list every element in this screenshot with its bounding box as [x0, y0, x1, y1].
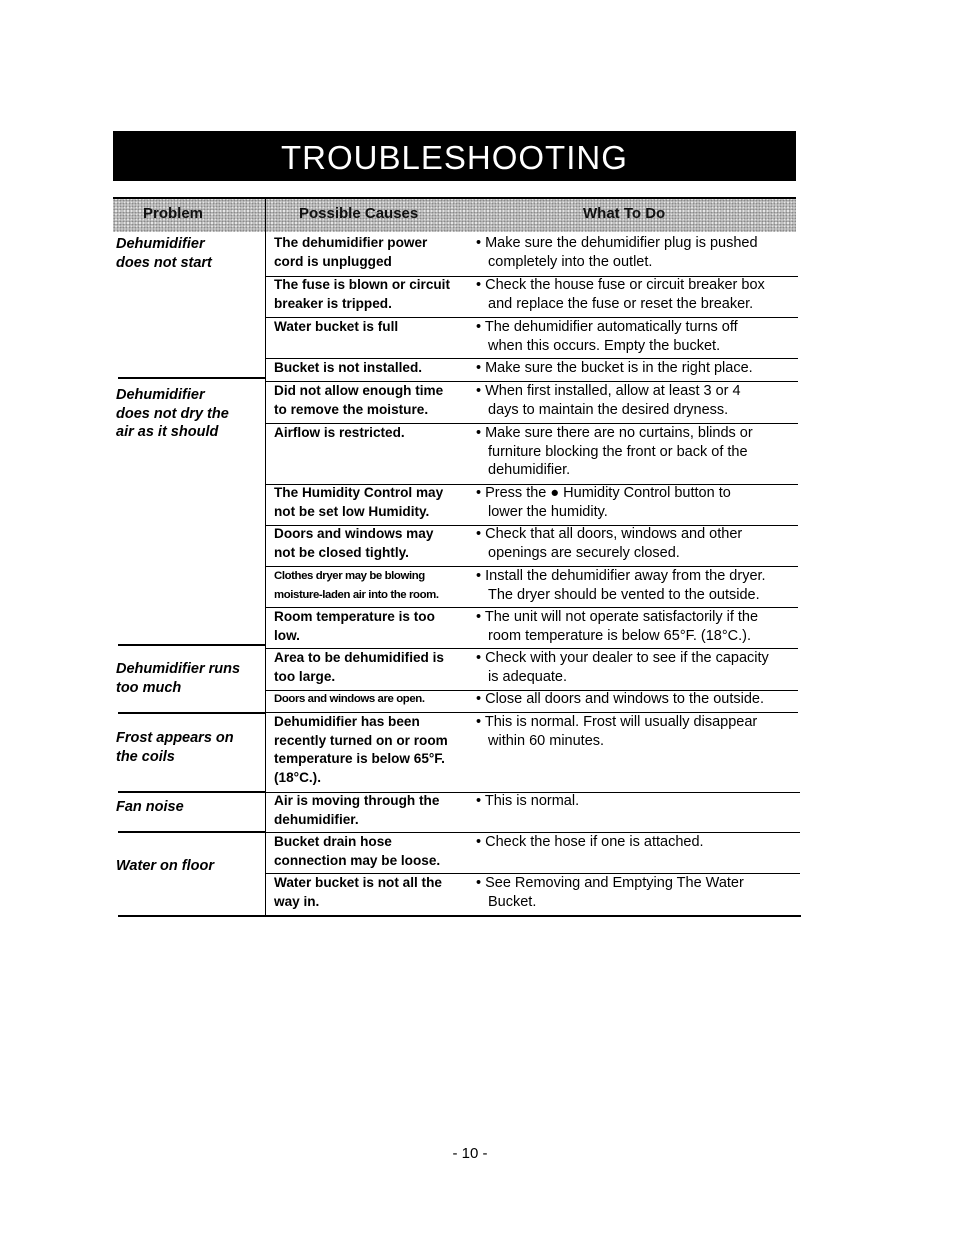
problem-line: Dehumidifier runs — [116, 661, 241, 677]
problem-label — [116, 386, 264, 442]
todo-line: days to maintain the desired dryness. — [488, 401, 729, 418]
problem-line: too much — [116, 679, 182, 696]
problem-separator — [118, 377, 265, 379]
todo-line: • The dehumidifier automatically turns off — [476, 319, 738, 335]
cause-line: The Humidity Control may — [274, 485, 444, 500]
cause-line: connection may be loose. — [274, 852, 441, 868]
column-divider-left — [265, 197, 266, 230]
todo-cell — [476, 276, 796, 313]
todo-cell — [476, 318, 796, 355]
todo-line: • Make sure there are no curtains, blinds or — [476, 425, 753, 441]
column-divider — [265, 230, 266, 917]
todo-line: • Check that all doors, windows and other — [476, 526, 743, 542]
problem-label — [116, 798, 264, 817]
todo-cell — [476, 608, 796, 645]
cause-line: The dehumidifier power — [274, 235, 428, 250]
todo-line: • Close all doors and windows to the outside. — [476, 691, 764, 707]
cause-line: dehumidifier. — [274, 811, 359, 827]
todo-line: • This is normal. — [476, 793, 580, 809]
cause-line: way in. — [274, 893, 320, 909]
todo-line: • Press the ● Humidity Control button to — [476, 485, 731, 501]
todo-cell — [476, 424, 796, 480]
cause-line: Room temperature is too — [274, 609, 435, 624]
header-causes: Possible Causes — [299, 205, 419, 222]
todo-line: room temperature is below 65°F. (18°C.). — [488, 627, 752, 644]
problem-line: air as it should — [116, 424, 219, 440]
problem-line: does not start — [116, 254, 212, 271]
cause-cell — [274, 608, 470, 645]
cause-cell — [274, 690, 470, 709]
cause-line: Water bucket is not all the — [274, 875, 442, 890]
problem-line: Dehumidifier — [116, 236, 205, 252]
cause-cell — [274, 874, 470, 911]
problem-line: does not dry the — [116, 405, 229, 422]
cause-cell — [274, 484, 470, 521]
todo-line: The dryer should be vented to the outside. — [488, 586, 760, 603]
cause-line: Doors and windows may — [274, 526, 434, 541]
cause-line: Airflow is restricted. — [274, 425, 405, 440]
todo-cell — [476, 649, 796, 686]
problem-line: the coils — [116, 748, 175, 765]
cause-cell — [274, 649, 470, 686]
header-what-to-do: What To Do — [583, 205, 666, 222]
problem-separator — [118, 712, 265, 714]
problem-separator — [118, 644, 265, 646]
cause-line: too large. — [274, 668, 336, 684]
todo-line: openings are securely closed. — [488, 544, 680, 561]
cause-line: cord is unplugged — [274, 253, 392, 269]
todo-line: when this occurs. Empty the bucket. — [488, 337, 721, 354]
cause-line: not be set low Humidity. — [274, 503, 430, 519]
cause-line: The fuse is blown or circuit — [274, 277, 450, 292]
todo-line: lower the humidity. — [488, 503, 608, 520]
cause-line: Water bucket is full — [274, 319, 399, 334]
cause-line: moisture-laden air into the room. — [274, 588, 439, 601]
cause-line: Did not allow enough time — [274, 383, 444, 398]
todo-line: and replace the fuse or reset the breaker. — [488, 295, 754, 312]
problem-separator — [118, 791, 265, 793]
cause-line: low. — [274, 627, 300, 643]
cause-cell — [274, 525, 470, 562]
todo-line: • See Removing and Emptying The Water — [476, 875, 744, 891]
problem-line: Water on floor — [116, 858, 215, 874]
page-number: - 10 - — [452, 1145, 488, 1162]
todo-cell — [476, 525, 796, 562]
problem-separator — [118, 831, 265, 833]
cause-line: breaker is tripped. — [274, 295, 392, 311]
todo-line: Bucket. — [488, 893, 537, 910]
cause-cell — [274, 382, 470, 419]
cause-cell — [274, 833, 470, 870]
todo-line: • Check the house fuse or circuit breaker box — [476, 277, 765, 293]
cause-cell — [274, 234, 470, 271]
problem-label — [116, 660, 264, 697]
todo-cell — [476, 713, 796, 750]
cause-cell — [274, 713, 470, 787]
cause-line: Dehumidifier has been — [274, 714, 420, 729]
todo-line: • Check the hose if one is attached. — [476, 834, 704, 850]
cause-cell — [274, 567, 470, 604]
problem-line: Fan noise — [116, 799, 184, 815]
problem-separator — [118, 915, 265, 917]
todo-line: completely into the outlet. — [488, 253, 653, 270]
todo-cell — [476, 567, 796, 604]
table-bottom-rule — [265, 915, 801, 917]
todo-cell — [476, 359, 796, 378]
cause-line: (18°C.). — [274, 769, 321, 785]
table-header — [113, 197, 796, 232]
todo-cell — [476, 484, 796, 521]
todo-cell — [476, 382, 796, 419]
cause-cell — [274, 424, 470, 443]
cause-line: Air is moving through the — [274, 793, 440, 808]
problem-line: Dehumidifier — [116, 387, 205, 403]
cause-line: Doors and windows are open. — [274, 693, 425, 705]
cause-line: Clothes dryer may be blowing — [274, 570, 425, 582]
cause-line: to remove the moisture. — [274, 401, 429, 417]
title-bar — [113, 131, 796, 181]
todo-cell — [476, 690, 796, 709]
problem-label — [116, 235, 264, 272]
cause-line: not be closed tightly. — [274, 544, 409, 560]
cause-line: temperature is below 65°F. — [274, 751, 445, 766]
todo-line: • Install the dehumidifier away from the dryer. — [476, 568, 766, 584]
todo-line: • This is normal. Frost will usually disappear — [476, 714, 758, 730]
todo-cell — [476, 874, 796, 911]
todo-cell — [476, 234, 796, 271]
todo-line: • The unit will not operate satisfactorily if the — [476, 609, 759, 625]
header-problem: Problem — [143, 205, 204, 222]
todo-line: • Make sure the dehumidifier plug is pushed — [476, 235, 758, 251]
todo-line: dehumidifier. — [488, 462, 571, 478]
page-title: TROUBLESHOOTING — [281, 139, 628, 176]
todo-line: within 60 minutes. — [488, 732, 605, 749]
todo-line: • Check with your dealer to see if the capacity — [476, 650, 769, 666]
problem-label — [116, 857, 264, 876]
cause-line: Bucket is not installed. — [274, 360, 423, 375]
problem-line: Frost appears on — [116, 730, 234, 746]
todo-line: furniture blocking the front or back of the — [488, 443, 748, 460]
todo-cell — [476, 792, 796, 811]
todo-line: • When first installed, allow at least 3 or 4 — [476, 383, 741, 399]
cause-line: recently turned on or room — [274, 732, 448, 748]
todo-line: • Make sure the bucket is in the right place. — [476, 360, 753, 376]
todo-line: is adequate. — [488, 668, 568, 685]
cause-line: Bucket drain hose — [274, 834, 392, 849]
cause-line: Area to be dehumidified is — [274, 650, 444, 665]
problem-label — [116, 729, 264, 766]
todo-cell — [476, 833, 796, 852]
cause-cell — [274, 318, 470, 337]
cause-cell — [274, 359, 470, 378]
cause-cell — [274, 276, 470, 313]
cause-cell — [274, 792, 470, 829]
